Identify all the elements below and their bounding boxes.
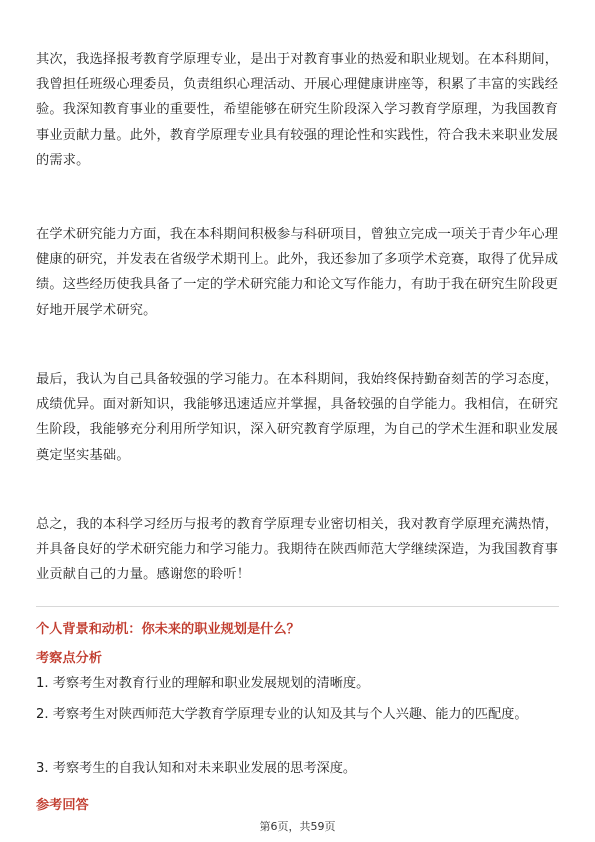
section-divider	[36, 606, 559, 607]
page-footer: 第6页，共59页	[259, 820, 336, 833]
analysis-item: 2. 考察考生对陕西师范大学教育学原理专业的认知及其与个人兴趣、能力的匹配度。	[36, 707, 528, 722]
body-paragraph: 其次，我选择报考教育学原理专业，是出于对教育事业的热爱和职业规划。在本科期间，我曾担任班级心理委员，负责组织心理活动、开展心理健康讲座等，积累了丰富的实践经验。我深知教育事业的重要性，希望能够在研究生阶段深入学习教育学原理，为我国教育事业贡献力量。此外，教育学原理专业具有较强的理论性和实践性，符合我未来职业发展的需求。	[36, 52, 559, 168]
answer-heading: 参考回答	[36, 798, 89, 813]
analysis-item: 3. 考察考生的自我认知和对未来职业发展的思考深度。	[36, 761, 357, 776]
question-heading: 个人背景和动机：你未来的职业规划是什么？	[36, 622, 300, 637]
body-paragraph: 总之，我的本科学习经历与报考的教育学原理专业密切相关，我对教育学原理充满热情，并具备良好的学术研究能力和学习能力。我期待在陕西师范大学继续深造，为我国教育事业贡献自己的力量。感谢您的聆听！	[36, 517, 559, 583]
analysis-item: 1. 考察考生对教育行业的理解和职业发展规划的清晰度。	[36, 676, 370, 691]
body-paragraph: 最后，我认为自己具备较强的学习能力。在本科期间，我始终保持勤奋刻苦的学习态度，成绩优异。面对新知识，我能够迅速适应并掌握，具备较强的自学能力。我相信，在研究生阶段，我能够充分利用所学知识，深入研究教育学原理，为自己的学术生涯和职业发展奠定坚实基础。	[36, 372, 559, 463]
body-paragraph: 在学术研究能力方面，我在本科期间积极参与科研项目，曾独立完成一项关于青少年心理健康的研究，并发表在省级学术期刊上。此外，我还参加了多项学术竞赛，取得了优异成绩。这些经历使我具备了一定的学术研究能力和论文写作能力，有助于我在研究生阶段更好地开展学术研究。	[36, 227, 559, 318]
analysis-heading: 考察点分析	[36, 651, 102, 666]
